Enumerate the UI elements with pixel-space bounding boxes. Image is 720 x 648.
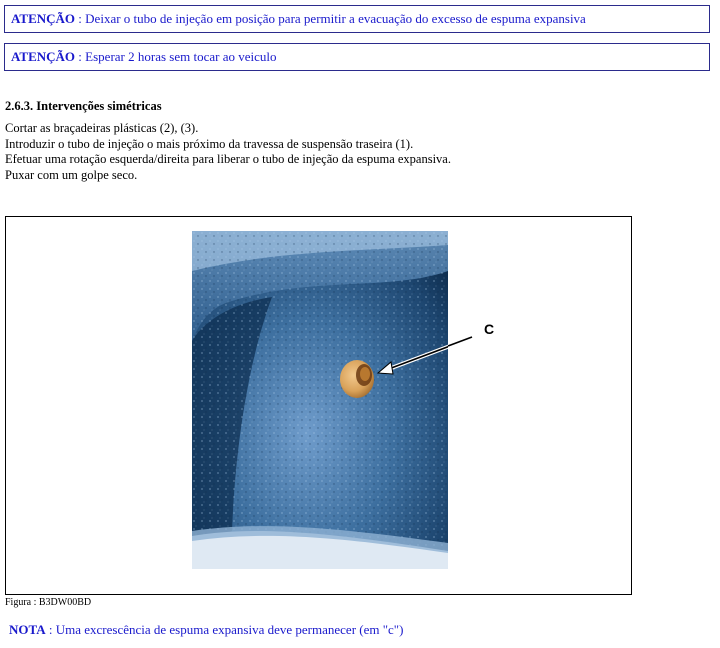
notice-separator: :: [75, 49, 86, 64]
callout-label-c: C: [484, 321, 495, 337]
note-text: Uma excrescência de espuma expansiva deve permanecer (em "c"): [55, 622, 404, 637]
instruction-line: Puxar com um golpe seco.: [5, 167, 138, 182]
callout-leader: [6, 217, 631, 594]
figure-caption: Figura : B3DW00BD: [5, 597, 92, 608]
notice-label: ATENÇÃO: [11, 49, 76, 64]
section-title: 2.6.3. Intervenções simétricas: [5, 99, 162, 113]
instruction-line: Cortar as braçadeiras plásticas (2), (3).: [5, 121, 199, 135]
instruction-line: Efetuar uma rotação esquerda/direita para liberar o tubo de injeção da espuma expansiva.: [5, 152, 451, 166]
note-line: [9, 622, 403, 638]
notice-separator: :: [75, 11, 86, 26]
warning-notice-wait: [4, 43, 710, 71]
notice-text: Esperar 2 horas sem tocar ao veiculo: [85, 49, 277, 64]
notice-text: Deixar o tubo de injeção em posição para permitir a evacuação do excesso de espuma expansiva: [85, 11, 586, 26]
note-label: NOTA: [9, 622, 46, 637]
figure-frame: [5, 216, 632, 595]
note-separator: :: [45, 622, 56, 637]
instruction-line: Introduzir o tubo de injeção o mais próximo da travessa de suspensão traseira (1).: [5, 136, 414, 151]
notice-label: ATENÇÃO: [11, 11, 76, 26]
warning-notice-evacuation: [4, 5, 710, 33]
instruction-text: [5, 121, 451, 183]
